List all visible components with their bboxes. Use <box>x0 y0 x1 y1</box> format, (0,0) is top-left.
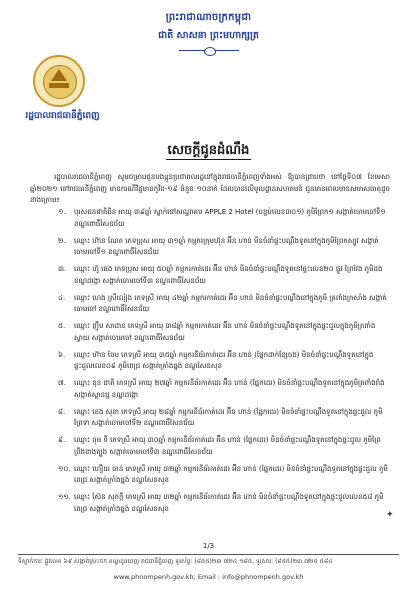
footer-divider <box>18 554 399 555</box>
list-item <box>58 378 388 401</box>
item-text: ឈ្មោះ ហឿយ ចាន់ ភេទស្រី អាយុ ៣២ឆ្នាំ កម្មករនីធ័រកាត់ដេរ អ៊ីន ហាន់ (ផ្នែកដេរ) មិនចំនាំផ្ទះបណ្ដឹងទូតនៅក្នុងផ្ទះជួល ភូមិពេជ្រ សង្កាត់ក្រាំងធ្នង់ ខណ្ឌសែនសុខ <box>74 464 388 484</box>
item-text: ឈ្មោះ ខុន ជាតិ ភេទស្រី អាយុ ២៧ឆ្នាំ កម្មករនីធ័រកាត់ដេរ អ៊ីន ហាន់ (ផ្នែកដេរ) មិនចំនាំផ្ទះបណ្ដឹងទូតនៅក្នុងភូមិត្រពាំងរាំង សង្កាត់ស្ពានថ្ម ខណ្ឌដង្កោ <box>74 379 385 399</box>
list-item <box>58 435 388 458</box>
item-text: ឈ្មោះ ញ៉ឹម សាដាន ភេទស្រី អាយុ ៣៨ឆ្នាំ កម្មករកាត់ដេរ អ៊ីន ហាន់ មិនចំនាំផ្ទះបណ្ដឹងទូតនៅក្នុងផ្ទះជួលក្នុងភូមិត្រពាំងស្វាយ សង្កាត់ចោមចៅ ខណ្ឌពោធិ៍សែនជ័យ <box>74 322 376 342</box>
case-list <box>58 207 388 521</box>
item-number: ៤. <box>58 293 66 302</box>
page-number: 1/3 <box>202 542 215 550</box>
list-item <box>58 464 388 487</box>
kingdom-title: ព្រះរាជាណាចក្រកម្ពុជា <box>165 12 252 23</box>
list-item <box>58 407 388 430</box>
list-item <box>58 321 388 344</box>
item-text: ឈ្មោះ ខេង សុខា ភេទស្រី អាយុ ២៨ឆ្នាំ កម្មករនីធ័រកាត់ដេរ អ៊ីន ហាន់ (ផ្នែកដេរ) មិនចំនាំផ្ទះបណ្ដឹងទូតនៅក្នុងផ្ទះជួល ភូមិព្រៃទា សង្កាត់ចោមចៅទី២ ខណ្ឌពោធិ៍សែនជ័យ <box>74 407 383 427</box>
intro-paragraph: រដ្ឋបាលរាជធានីភ្នំពេញ សូមជម្រាបជូនបងប្អូនប្រជាពលរដ្ឋនៅក្នុងរាជធានីភ្នំពេញទាំងអស់ ឱ្យបានជ្រាបថា នៅថ្ងៃទី០៧ ខែមេសា ឆ្នាំ២០២១ នៅរាជធានីភ្នំពេញ មានករណីវិជ្ជមានកូវីដ-១៩ ចំនួន ១០នាក់ ដែលបានលើមូលដ្ឋានសហគមន៍ ជូនមានពេលមានសមាសធាតុដូចខាងក្រោម៖ <box>30 173 390 204</box>
list-item <box>58 236 388 259</box>
item-number: ៧. <box>58 379 66 387</box>
document-header <box>0 10 417 55</box>
header-ornament <box>179 47 239 55</box>
item-number: ១. <box>58 208 66 216</box>
list-item <box>58 350 388 373</box>
seal-base <box>49 83 69 88</box>
list-item <box>58 293 388 316</box>
item-number: ៣. <box>58 265 67 273</box>
list-item <box>58 492 388 515</box>
item-number: ២. <box>58 236 66 245</box>
municipal-seal-logo <box>33 55 85 107</box>
item-number: ១១. <box>58 493 71 501</box>
item-text: ឈ្មោះ ហ៊ាន ចែប ភេទស្រី អាយុ ៣៥ឆ្នាំ កម្មករនីធ័រកាត់ដេរ អ៊ីន ហាន់ (ផ្នែកដាក់ខ្សែចង) មិនចំនាំផ្ទះបណ្ដឹងទូតនៅក្នុងផ្ទះជួលលេខ០៩ ភូមិពេជ្រ សង្កាត់ក្រាំងធ្នង់ ខណ្ឌសែនសុខ <box>74 350 374 370</box>
footer-address: ទីស្នាក់ការៈ ផ្លូវលេខ ៦៩ សង្កាត់ស្រះចក ខណ្ឌដូនពេញ រាជធានីភ្នំពេញ ទូរស័ព្ទ: (៨៥៥)២៣ ៧២៤ ១៨៥, ទូរសារ: (៨៥៥)២៣ ៧២៥ ៥៨៤ <box>18 558 333 565</box>
document-title <box>0 142 417 161</box>
item-number: ៥. <box>58 322 66 330</box>
title-text: សេចក្តីជូនដំណឹង <box>167 143 250 158</box>
organization-name: រដ្ឋបាលរាជធានីភ្នំពេញ <box>25 111 100 121</box>
item-number: ៨. <box>58 407 66 416</box>
seal-temple-icon <box>51 69 67 81</box>
continuation-mark: ✦ <box>386 510 394 520</box>
motto: ជាតិ សាសនា ព្រះមហាក្សត្រ <box>158 30 259 41</box>
footer-contact: www.phnompenh.gov.kh; Email : info@phnompenh.gov.kh <box>113 573 304 581</box>
list-item <box>58 264 388 287</box>
item-text: ឈ្មោះ ហ៊ូ ធេង ភេទប្រុស អាយុ ៥០ឆ្នាំ កម្មករកាត់ដេរ អ៊ីន ហាន់ មិនចំនាំផ្ទះបណ្ដឹងទូតនៅផ្ទះលេខ២០ ផ្លូវ ព្រៃវែង ភូមិដង ខណ្ឌដង្កោ សង្កាត់ចោមចៅទី៣ ខណ្ឌពោធិ៍សែនជ័យ <box>74 265 383 285</box>
item-text: ឈ្មោះ ចុម ទី ភេទស្រី អាយុ ៣០ឆ្នាំ កម្មករនីធ័រកាត់ដេរ អ៊ីន ហាន់ (ផ្នែកដេរ) មិនចំនាំផ្ទះបណ្ដឹងទូតនៅក្នុងផ្ទះជួល ភូមិព្រៃព្រីងខាងត្បូង សង្កាត់ចោមចៅទី៣ ខណ្ឌពោធិ៍សែនជ័យ <box>74 436 381 456</box>
item-number: ១០. <box>58 464 71 473</box>
item-text: ឈ្មោះ ហេង ស្រីលៀង ភេទស្រី អាយុ ៤២ឆ្នាំ កម្មករកាត់ដេរ អ៊ីន ហាន់ មិនចំនាំផ្ទះបណ្ដឹងនៅក្នុងភូមិ ត្រពាំងក្រសាំង សង្កាត់ចោមចៅ ខណ្ឌពោធិ៍សែនជ័យ <box>74 293 387 313</box>
item-number: ៩. <box>58 436 66 444</box>
item-text: ឈ្មោះ ស៊ែន សុភក្ដី ភេទស្រី អាយុ ៣២ឆ្នាំ កម្មករនីធ័រកាត់ដេរ អ៊ីន ហាន់ មិនចំនាំផ្ទះបណ្ដឹងទូតនៅក្នុងផ្ទះជួលលេខ៥៨ ភូមិពេជ្រ សង្កាត់ក្រាំងធ្នង់ ខណ្ឌសែនសុខ <box>74 493 384 513</box>
item-number: ៦. <box>58 350 66 359</box>
list-item <box>58 207 388 230</box>
item-text: ឈ្មោះ ហ៊ាន ណែត ភេទប្រុស អាយុ ៣១ឆ្នាំ កម្មករក្រុមហ៊ុន អ៊ីន ហាន់ មិនចំនាំផ្ទះបណ្ដឹងទូតនៅក្នុងភូមិព្រែកស្បូវ សង្កាត់ចោមចៅទី១ ខណ្ឌពោធិ៍សែនជ័យ <box>74 236 379 256</box>
item-text: បុរសជនជាតិចិន អាយុ ៣៩ឆ្នាំ ស្នាក់នៅសណ្ឋាគារ APPLE 2 Hotel (បន្ទប់លេខ៣០១) ភូមិព្រែក១ សង្កាត់ចោមចៅទី១ ខណ្ឌពោធិ៍សែនជ័យ <box>74 208 386 228</box>
